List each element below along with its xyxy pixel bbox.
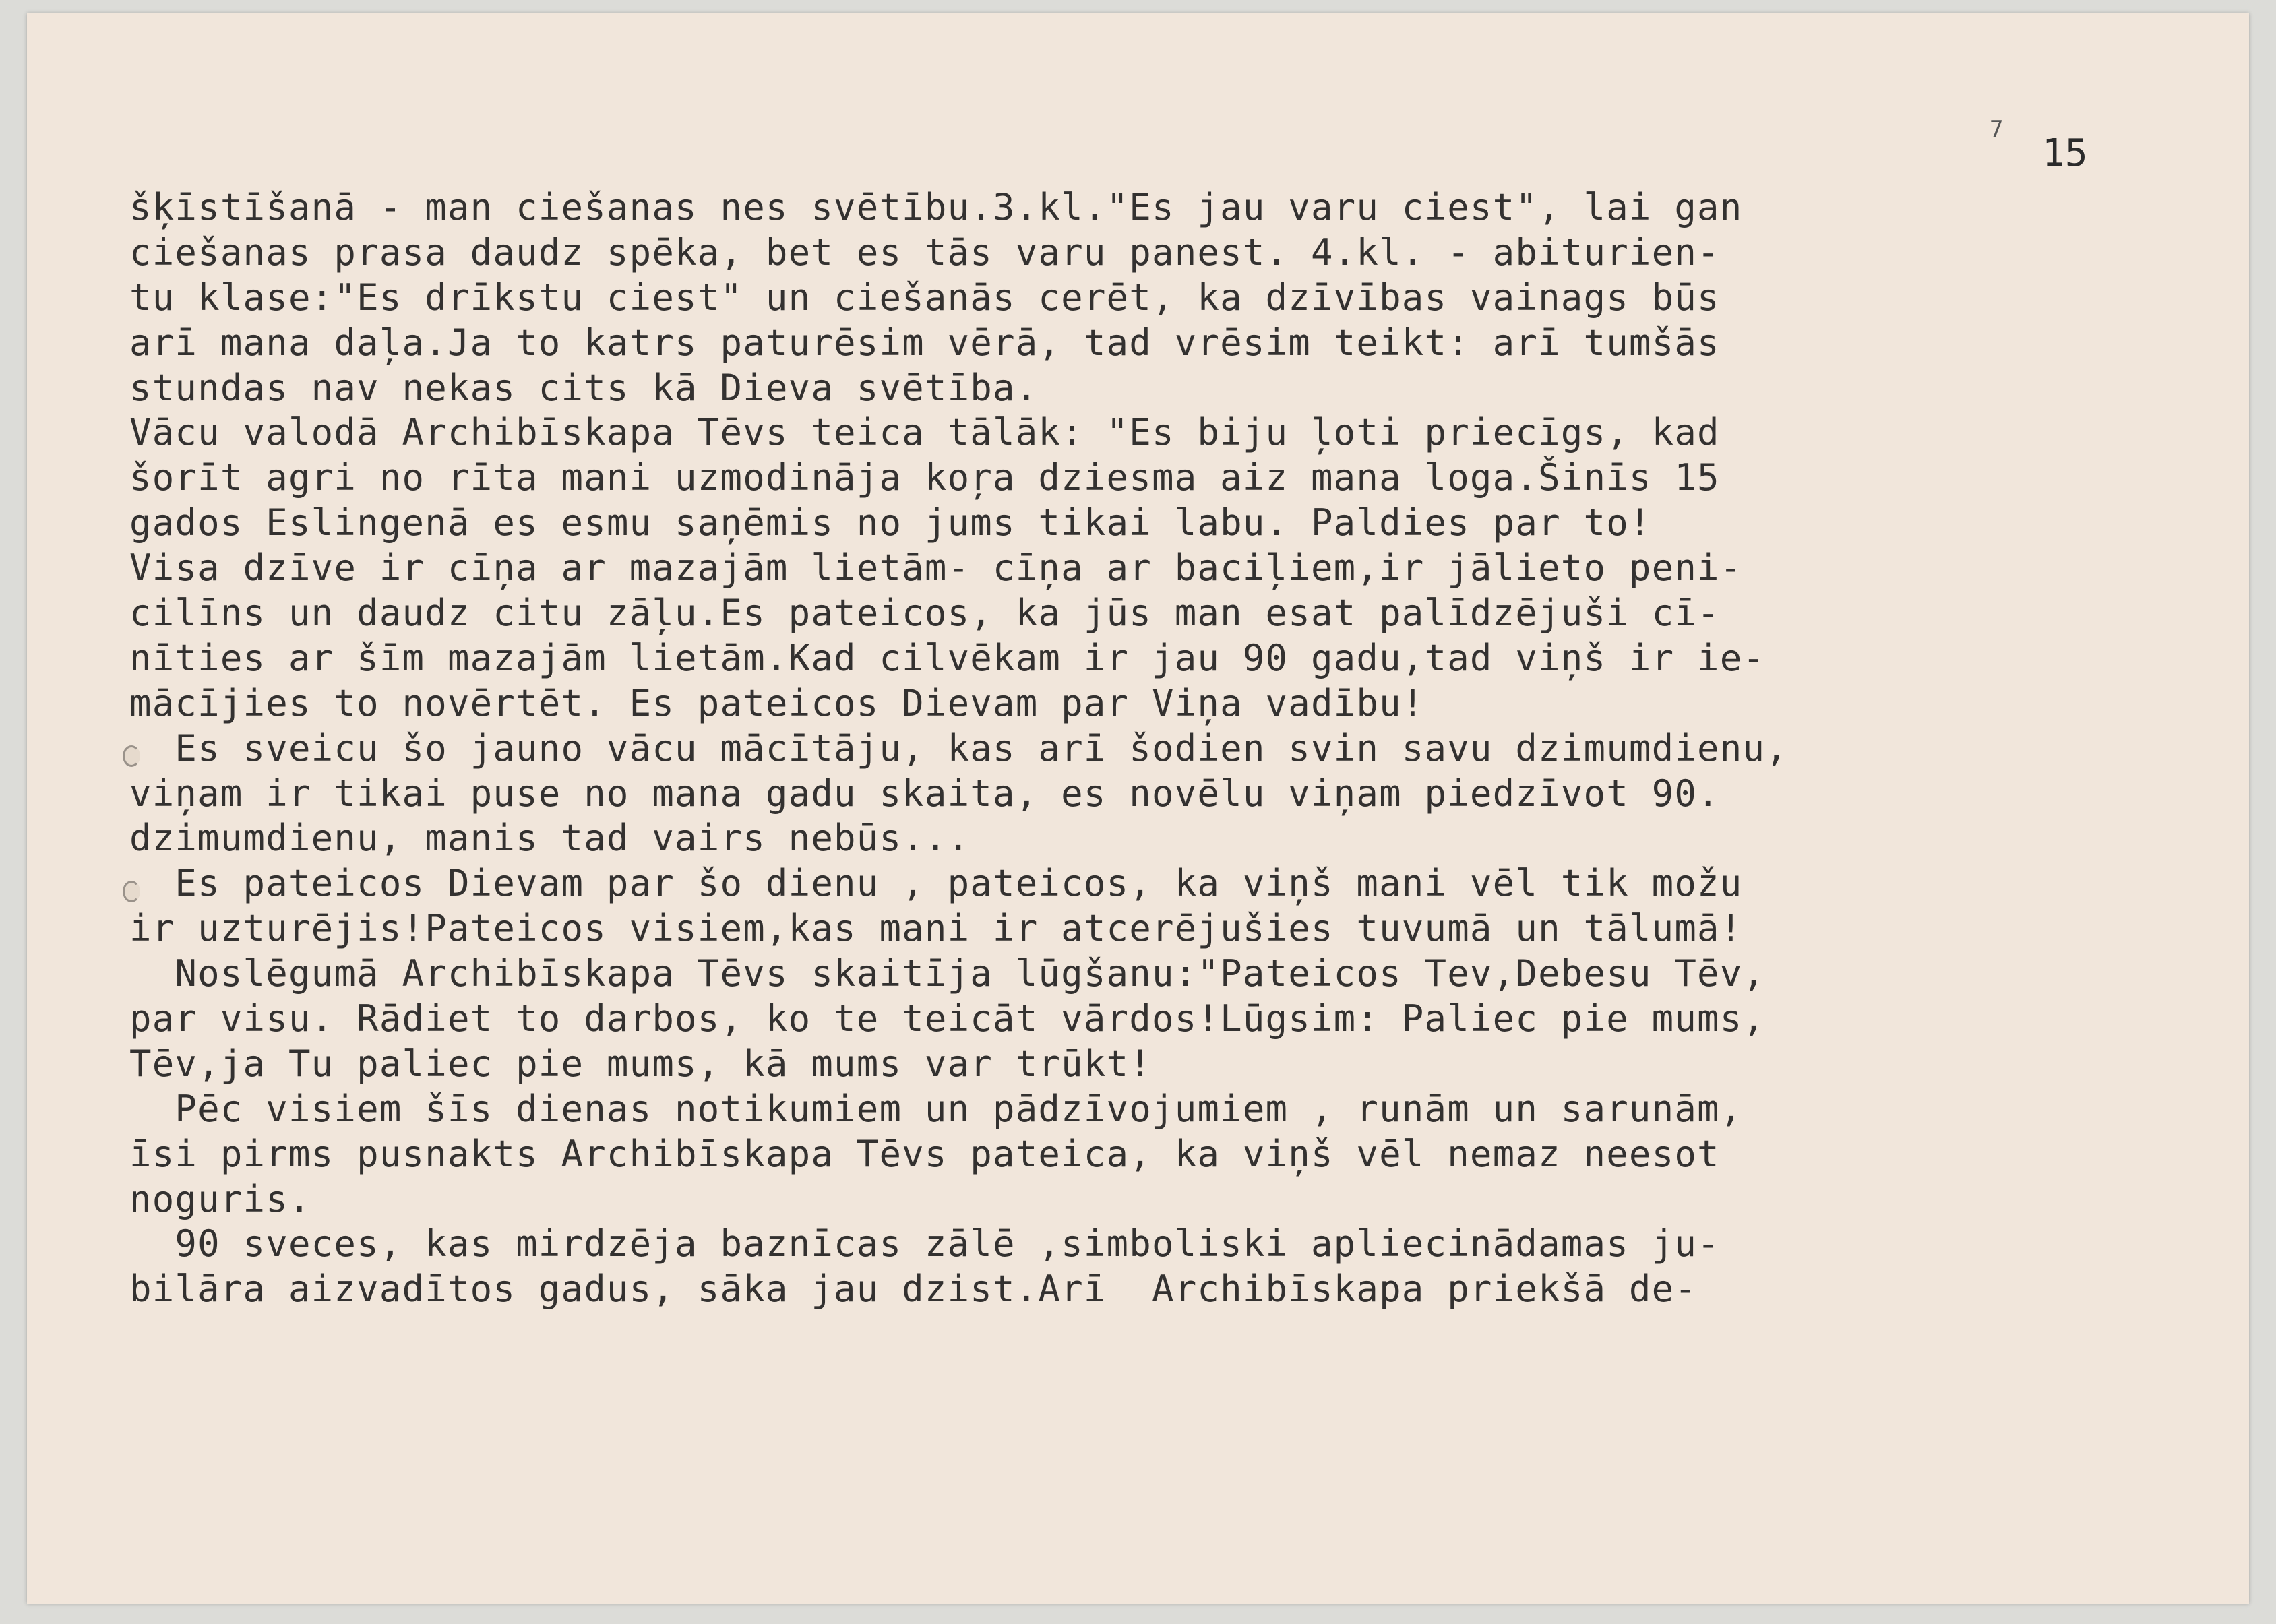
text-line: tu klase:"Es drīkstu ciest" un ciešanās cerēt, ka dzīvības vainags būs	[129, 276, 1720, 319]
text-line: 90 sveces, kas mirdzēja baznīcas zālē ,simboliski apliecinādamas ju-	[129, 1222, 1720, 1266]
text-line: nīties ar šīm mazajām lietām.Kad cilvēkam ir jau 90 gadu,tad viņš ir ie-	[129, 636, 1766, 679]
text-line: par visu. Rādiet to darbos, ko te teicāt vārdos!Lūgsim: Paliec pie mums,	[129, 997, 1766, 1040]
text-line: Tēv,ja Tu paliec pie mums, kā mums var trūkt!	[129, 1042, 1152, 1085]
text-line: mācījies to novērtēt. Es pateicos Dievam par Viņa vadību!	[129, 681, 1425, 724]
text-line: bilāra aizvadītos gadus, sāka jau dzist.Arī Archibīskapa priekšā de-	[129, 1268, 1698, 1311]
text-line: cilīns un daudz citu zāļu.Es pateicos, ka jūs man esat palīdzējuši cī-	[129, 592, 1720, 635]
page-number: 15	[2042, 131, 2088, 175]
text-line: ir uzturējis!Pateicos visiem,kas mani ir atcerējušies tuvumā un tālumā!	[129, 907, 1743, 950]
text-line: dzimumdienu, manis tad vairs nebūs...	[129, 817, 971, 860]
text-line: šķīstīšanā - man ciešanas nes svētību.3.kl."Es jau varu ciest", lai gan	[129, 186, 1743, 228]
text-line: Noslēgumā Archibīskapa Tēvs skaitīja lūgšanu:"Pateicos Tev,Debesu Tēv,	[129, 952, 1766, 995]
text-line: noguris.	[129, 1177, 311, 1220]
corner-mark: 7	[1990, 116, 2004, 143]
typewritten-text	[129, 185, 2151, 1312]
text-line: Vācu valodā Archibīskapa Tēvs teica tālāk: "Es biju ļoti priecīgs, kad	[129, 411, 1720, 454]
text-line: gados Eslingenā es esmu saņēmis no jums tikai labu. Paldies par to!	[129, 501, 1652, 544]
text-line: Visa dzīve ir cīņa ar mazajām lietām- cīņa ar baciļiem,ir jālieto peni-	[129, 546, 1743, 590]
typed-page	[27, 13, 2249, 1604]
text-line: stundas nav nekas cits kā Dieva svētība.	[129, 366, 1039, 409]
text-line: Pēc visiem šīs dienas notikumiem un pādzīvojumiem , runām un sarunām,	[129, 1087, 1743, 1130]
text-line: ciešanas prasa daudz spēka, bet es tās varu panest. 4.kl. - abiturien-	[129, 230, 1720, 274]
text-line: Es sveicu šo jauno vācu mācītāju, kas arī šodien svin savu dzimumdienu,	[129, 726, 1788, 770]
text-line: arī mana daļa.Ja to katrs paturēsim vērā, tad vrēsim teikt: arī tumšās	[129, 321, 1720, 364]
text-line: viņam ir tikai puse no mana gadu skaita, es novēlu viņam piedzīvot 90.	[129, 772, 1720, 815]
text-line: īsi pirms pusnakts Archibīskapa Tēvs pateica, ka viņš vēl nemaz neesot	[129, 1132, 1720, 1175]
text-line: Es pateicos Dievam par šo dienu , pateicos, ka viņš mani vēl tik možu	[129, 862, 1743, 905]
text-line: šorīt agri no rīta mani uzmodināja koŗa dziesma aiz mana loga.Šinīs 15	[129, 456, 1720, 499]
